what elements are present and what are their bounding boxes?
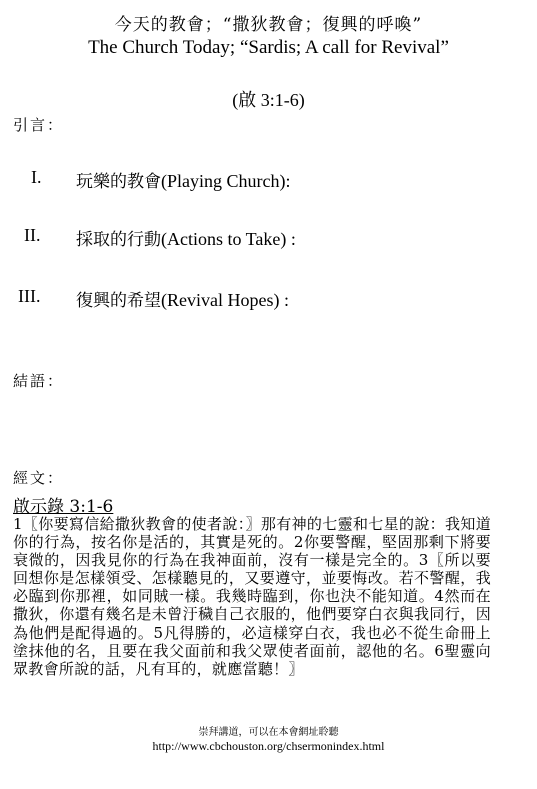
scripture-label: 經文：	[13, 469, 65, 487]
point-text-cn: 採取的行動	[76, 230, 161, 250]
point-text	[76, 286, 289, 311]
footer-note: 崇拜講道，可以在本會網址聆聽	[198, 727, 339, 738]
title-english: The Church Today; “Sardis; A call for Revival”	[88, 37, 449, 58]
footer-url[interactable]: http://www.cbchouston.org/chsermonindex.html	[152, 739, 385, 753]
point-text-en: (Revival Hopes) :	[161, 290, 289, 310]
title-chinese: 今天的教會；“撒狄教會；復興的呼喚”	[114, 15, 423, 35]
outline-point-3	[0, 286, 537, 310]
point-text-cn: 玩樂的教會	[76, 172, 161, 192]
point-numeral: I.	[31, 167, 42, 187]
point-text	[76, 225, 296, 250]
point-text-en: (Actions to Take) :	[161, 229, 296, 249]
scripture-text: 1〖你要寫信給撒狄教會的使者說：〗那有神的七靈和七星的說：我知道你的行為，按名你是活的，其實是死的。2你要警醒，堅固那剩下將要衰微的，因我見你的行為在我神面前，沒有一樣是完全的。3〖所以要回想你是怎樣領受、怎樣聽見的，又要遵守，並要悔改。若不警醒，我必臨到你那裡，如同賊一樣。我幾時臨到，你也決不能知道。4然而在撒狄，你還有幾名是未曾汙穢自己衣服的，他們要穿白衣與我同行，因為他們是配得過的。5凡得勝的，必這樣穿白衣，我也必不從生命冊上塗抹他的名，且要在我父面前和我父眾使者面前，認他的名。6聖靈向眾教會所說的話，凡有耳的，就應當聽！〗	[13, 515, 491, 678]
point-numeral: III.	[18, 286, 41, 306]
intro-label: 引言：	[13, 116, 65, 134]
point-numeral: II.	[24, 225, 41, 245]
scripture-reference: (啟 3:1-6)	[232, 90, 305, 110]
point-text-en: (Playing Church):	[161, 171, 291, 191]
outline-point-1	[0, 167, 537, 191]
point-text-cn: 復興的希望	[76, 291, 161, 311]
conclusion-label: 結語：	[13, 372, 65, 390]
point-text	[76, 167, 290, 192]
scripture-title: 啟示錄 3:1-6	[13, 497, 114, 517]
outline-point-2	[0, 225, 537, 249]
